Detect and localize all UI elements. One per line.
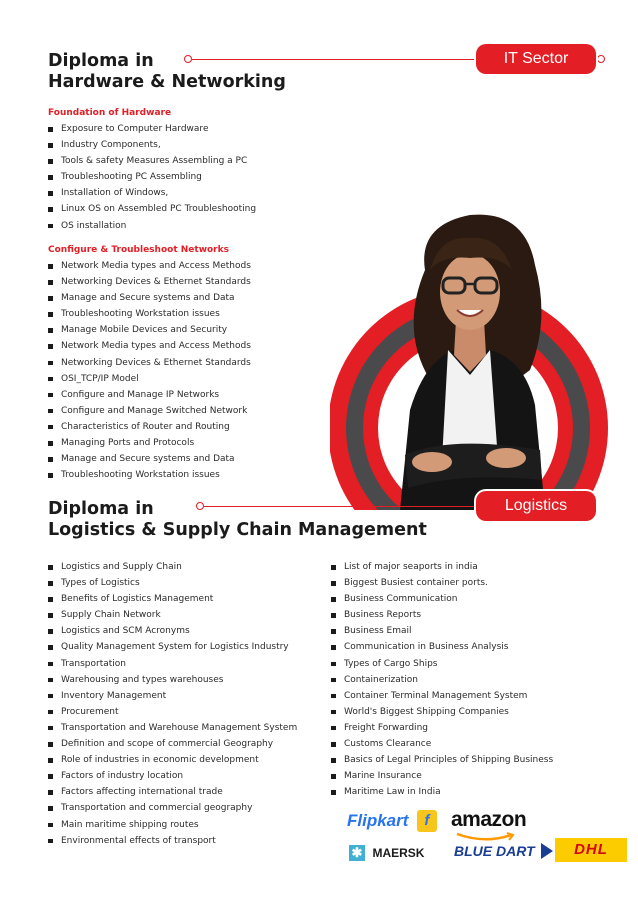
foundation-list-item: OS installation [48, 218, 256, 234]
logistics-list-item: Transportation and commercial geography [48, 800, 297, 816]
networks-list-item: Network Media types and Access Methods [48, 258, 251, 274]
it-sector-tag: IT Sector [476, 44, 596, 74]
logistics-list-item: Types of Cargo Ships [331, 656, 553, 672]
logistics-list-item: Biggest Busiest container ports. [331, 575, 553, 591]
bluedart-logo [454, 842, 553, 860]
logistics-tag: Logistics [476, 491, 596, 521]
logistics-list-item: Basics of Legal Principles of Shipping Business [331, 752, 553, 768]
networks-list-item: Configure and Manage Switched Network [48, 403, 251, 419]
amazon-logo [451, 808, 526, 832]
maersk-star-icon: ✱ [349, 845, 365, 861]
logistics-rule-dot-left [196, 502, 204, 510]
logistics-list-item: Logistics and Supply Chain [48, 559, 297, 575]
logistics-list-item: Definition and scope of commercial Geography [48, 736, 297, 752]
networks-heading: Configure & Troubleshoot Networks [48, 245, 229, 255]
flipkart-logo [347, 810, 437, 836]
logistics-list-item: Procurement [48, 704, 297, 720]
logistics-title-line1: Diploma in [48, 499, 154, 519]
networks-list-item: Manage and Secure systems and Data [48, 290, 251, 306]
logistics-list-item: Inventory Management [48, 688, 297, 704]
logistics-list-item: Containerization [331, 672, 553, 688]
logistics-list-item: Maritime Law in India [331, 784, 553, 800]
logistics-list-item: Factors of industry location [48, 768, 297, 784]
networks-list [48, 258, 251, 483]
networks-list-item: Troubleshooting Workstation issues [48, 467, 251, 483]
logistics-list-item: Transportation [48, 656, 297, 672]
logistics-list-item: Container Terminal Management System [331, 688, 553, 704]
logistics-list-item: Business Email [331, 623, 553, 639]
logistics-list-item: Business Reports [331, 607, 553, 623]
networks-list-item: Configure and Manage IP Networks [48, 387, 251, 403]
hardware-rule-dot-right [597, 55, 605, 63]
student-photo [330, 210, 620, 510]
logistics-left-list [48, 559, 297, 849]
logistics-list-item: Main maritime shipping routes [48, 817, 297, 833]
foundation-list-item: Tools & safety Measures Assembling a PC [48, 153, 256, 169]
hardware-diploma-title [48, 51, 286, 93]
student-photo-illustration [330, 210, 620, 510]
bluedart-logo-text: BLUE DART [454, 842, 535, 859]
networks-list-item: Troubleshooting Workstation issues [48, 306, 251, 322]
logistics-list-item: Environmental effects of transport [48, 833, 297, 849]
foundation-list-item: Installation of Windows, [48, 185, 256, 201]
foundation-list-item: Exposure to Computer Hardware [48, 121, 256, 137]
logistics-list-item: Types of Logistics [48, 575, 297, 591]
flipkart-logo-text: Flipkart [347, 811, 409, 830]
dhl-logo-text: DHL [574, 841, 608, 858]
amazon-logo-text: amazon [451, 808, 527, 831]
logistics-list-item: Factors affecting international trade [48, 784, 297, 800]
foundation-list-item: Troubleshooting PC Assembling [48, 169, 256, 185]
logistics-right-list [331, 559, 553, 800]
foundation-list [48, 121, 256, 234]
networks-list-item: Characteristics of Router and Routing [48, 419, 251, 435]
maersk-logo [349, 844, 424, 862]
logistics-list-item: Marine Insurance [331, 768, 553, 784]
dhl-logo [555, 838, 627, 862]
hardware-rule-dot-left [184, 55, 192, 63]
logistics-title-rule [204, 506, 476, 507]
hardware-title-line1: Diploma in [48, 51, 154, 71]
logistics-list-item: Logistics and SCM Acronyms [48, 623, 297, 639]
logistics-list-item: Role of industries in economic development [48, 752, 297, 768]
hardware-title-line2: Hardware & Networking [48, 72, 286, 92]
networks-list-item: Networking Devices & Ethernet Standards [48, 274, 251, 290]
bluedart-arrow-icon [541, 843, 553, 859]
logistics-list-item: Freight Forwarding [331, 720, 553, 736]
logistics-list-item: Warehousing and types warehouses [48, 672, 297, 688]
networks-list-item: Networking Devices & Ethernet Standards [48, 355, 251, 371]
logistics-list-item: Supply Chain Network [48, 607, 297, 623]
foundation-list-item: Linux OS on Assembled PC Troubleshooting [48, 201, 256, 217]
logistics-list-item: Customs Clearance [331, 736, 553, 752]
logistics-list-item: Quality Management System for Logistics Industry [48, 639, 297, 655]
logistics-list-item: World's Biggest Shipping Companies [331, 704, 553, 720]
logistics-list-item: Transportation and Warehouse Management System [48, 720, 297, 736]
logistics-list-item: Business Communication [331, 591, 553, 607]
networks-list-item: Managing Ports and Protocols [48, 435, 251, 451]
foundation-heading: Foundation of Hardware [48, 108, 172, 118]
maersk-logo-text: MAERSK [372, 845, 425, 860]
foundation-list-item: Industry Components, [48, 137, 256, 153]
networks-list-item: Network Media types and Access Methods [48, 338, 251, 354]
logistics-list-item: List of major seaports in india [331, 559, 553, 575]
flipkart-bag-icon: f [417, 810, 437, 832]
logistics-list-item: Benefits of Logistics Management [48, 591, 297, 607]
amazon-smile-icon [455, 832, 517, 842]
networks-list-item: OSI_TCP/IP Model [48, 371, 251, 387]
networks-list-item: Manage Mobile Devices and Security [48, 322, 251, 338]
logistics-title-line2: Logistics & Supply Chain Management [48, 520, 427, 540]
logistics-list-item: Communication in Business Analysis [331, 639, 553, 655]
networks-list-item: Manage and Secure systems and Data [48, 451, 251, 467]
